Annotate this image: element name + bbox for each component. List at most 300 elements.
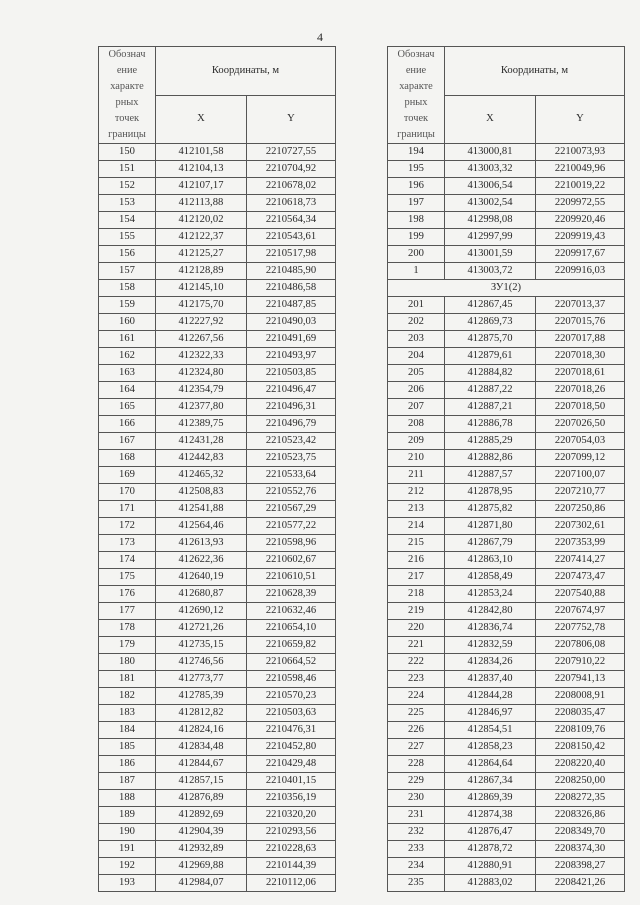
coord-y: 2208150,42 — [536, 739, 625, 756]
point-number: 170 — [99, 484, 156, 501]
coord-y: 2210496,79 — [247, 416, 336, 433]
coord-x: 412997,99 — [445, 229, 536, 246]
point-number: 173 — [99, 535, 156, 552]
coord-y: 2208421,26 — [536, 875, 625, 892]
table-row — [99, 756, 336, 773]
coord-x: 412844,28 — [445, 688, 536, 705]
table-row — [99, 399, 336, 416]
coord-x: 412875,82 — [445, 501, 536, 518]
table-row — [388, 450, 625, 467]
table-row — [99, 144, 336, 161]
coord-y: 2210564,34 — [247, 212, 336, 229]
table-row — [99, 552, 336, 569]
coord-y: 2210491,69 — [247, 331, 336, 348]
coord-y: 2207018,30 — [536, 348, 625, 365]
coord-y: 2210493,97 — [247, 348, 336, 365]
point-number: 178 — [99, 620, 156, 637]
header-y: Y — [536, 95, 625, 144]
left-table-body — [99, 144, 336, 892]
coord-x: 412175,70 — [156, 297, 247, 314]
point-number: 181 — [99, 671, 156, 688]
table-row — [388, 382, 625, 399]
coord-x: 412354,79 — [156, 382, 247, 399]
table-row — [99, 535, 336, 552]
point-number: 182 — [99, 688, 156, 705]
coord-x: 412876,47 — [445, 824, 536, 841]
coord-y: 2210293,56 — [247, 824, 336, 841]
point-number: 180 — [99, 654, 156, 671]
coord-y: 2208398,27 — [536, 858, 625, 875]
coord-y: 2210503,63 — [247, 705, 336, 722]
table-row — [388, 569, 625, 586]
point-number: 174 — [99, 552, 156, 569]
coord-y: 2210112,06 — [247, 875, 336, 892]
coord-y: 2210727,55 — [247, 144, 336, 161]
coordinates-table-right — [387, 46, 625, 892]
table-row — [99, 518, 336, 535]
point-number: 222 — [388, 654, 445, 671]
coord-x: 412904,39 — [156, 824, 247, 841]
coord-x: 412431,28 — [156, 433, 247, 450]
coord-y: 2210567,29 — [247, 501, 336, 518]
point-number: 218 — [388, 586, 445, 603]
table-row — [388, 824, 625, 841]
table-row — [99, 246, 336, 263]
coord-x: 412869,73 — [445, 314, 536, 331]
coord-y: 2210543,61 — [247, 229, 336, 246]
coord-x: 412613,93 — [156, 535, 247, 552]
header-x: X — [445, 95, 536, 144]
point-number: 200 — [388, 246, 445, 263]
table-row — [99, 773, 336, 790]
point-number: 152 — [99, 178, 156, 195]
coord-x: 412984,07 — [156, 875, 247, 892]
table-row — [99, 229, 336, 246]
table-row — [388, 586, 625, 603]
table-row — [99, 365, 336, 382]
coord-x: 412145,10 — [156, 280, 247, 297]
coord-x: 412892,69 — [156, 807, 247, 824]
coord-x: 412113,88 — [156, 195, 247, 212]
table-row — [388, 722, 625, 739]
coord-y: 2210654,10 — [247, 620, 336, 637]
coord-y: 2210144,39 — [247, 858, 336, 875]
coord-x: 412128,89 — [156, 263, 247, 280]
coord-y: 2208008,91 — [536, 688, 625, 705]
point-number: 196 — [388, 178, 445, 195]
coord-x: 412508,83 — [156, 484, 247, 501]
coord-y: 2207099,12 — [536, 450, 625, 467]
table-row — [99, 824, 336, 841]
header-coordinates: Координаты, м — [156, 47, 336, 96]
table-row — [388, 433, 625, 450]
point-number: 160 — [99, 314, 156, 331]
coord-y: 2208374,30 — [536, 841, 625, 858]
coord-y: 2207540,88 — [536, 586, 625, 603]
section-label: ЗУ1(2) — [388, 280, 625, 297]
point-number: 165 — [99, 399, 156, 416]
point-number: 192 — [99, 858, 156, 875]
coord-y: 2208035,47 — [536, 705, 625, 722]
coord-x: 413001,59 — [445, 246, 536, 263]
point-number: 156 — [99, 246, 156, 263]
coord-y: 2210577,22 — [247, 518, 336, 535]
coord-x: 412887,57 — [445, 467, 536, 484]
table-row — [388, 246, 625, 263]
table-row — [388, 212, 625, 229]
point-number: 213 — [388, 501, 445, 518]
table-row — [99, 603, 336, 620]
coord-y: 2207015,76 — [536, 314, 625, 331]
coord-x: 412869,39 — [445, 790, 536, 807]
coord-x: 412564,46 — [156, 518, 247, 535]
point-number: 219 — [388, 603, 445, 620]
table-row — [99, 688, 336, 705]
point-number: 169 — [99, 467, 156, 484]
coord-y: 2207674,97 — [536, 603, 625, 620]
coord-y: 2210429,48 — [247, 756, 336, 773]
table-row — [388, 688, 625, 705]
coord-y: 2210496,31 — [247, 399, 336, 416]
point-number: 216 — [388, 552, 445, 569]
point-number: 187 — [99, 773, 156, 790]
table-row — [99, 637, 336, 654]
coord-x: 412878,72 — [445, 841, 536, 858]
table-row — [388, 671, 625, 688]
coord-x: 412465,32 — [156, 467, 247, 484]
point-number: 221 — [388, 637, 445, 654]
coord-x: 412880,91 — [445, 858, 536, 875]
point-number: 193 — [99, 875, 156, 892]
coord-y: 2207018,50 — [536, 399, 625, 416]
table-row — [388, 178, 625, 195]
coord-x: 412834,48 — [156, 739, 247, 756]
table-row — [388, 535, 625, 552]
table-row — [99, 620, 336, 637]
coord-y: 2209972,55 — [536, 195, 625, 212]
table-row — [388, 790, 625, 807]
coord-y: 2209919,43 — [536, 229, 625, 246]
point-number: 190 — [99, 824, 156, 841]
coord-y: 2210598,46 — [247, 671, 336, 688]
coord-x: 413003,32 — [445, 161, 536, 178]
coord-x: 412680,87 — [156, 586, 247, 603]
point-number: 154 — [99, 212, 156, 229]
table-row — [99, 263, 336, 280]
point-number: 230 — [388, 790, 445, 807]
coord-x: 412858,49 — [445, 569, 536, 586]
coord-x: 412832,59 — [445, 637, 536, 654]
coord-y: 2210452,80 — [247, 739, 336, 756]
table-row — [388, 484, 625, 501]
table-row — [99, 280, 336, 297]
coord-x: 412773,77 — [156, 671, 247, 688]
coord-y: 2210552,76 — [247, 484, 336, 501]
point-number: 210 — [388, 450, 445, 467]
table-row — [99, 722, 336, 739]
table-row — [388, 467, 625, 484]
coord-y: 2210485,90 — [247, 263, 336, 280]
coord-y: 2210610,51 — [247, 569, 336, 586]
coord-y: 2210073,93 — [536, 144, 625, 161]
point-number: 204 — [388, 348, 445, 365]
coord-y: 2210049,96 — [536, 161, 625, 178]
table-row — [388, 229, 625, 246]
point-number: 215 — [388, 535, 445, 552]
table-row — [99, 484, 336, 501]
coord-y: 2210476,31 — [247, 722, 336, 739]
right-table-body-after — [388, 297, 625, 892]
point-number: 205 — [388, 365, 445, 382]
coord-y: 2210496,47 — [247, 382, 336, 399]
table-row — [99, 416, 336, 433]
header-x: X — [156, 95, 247, 144]
table-row — [388, 705, 625, 722]
table-row — [99, 875, 336, 892]
coord-x: 412837,40 — [445, 671, 536, 688]
table-row — [388, 365, 625, 382]
right-table-body-before — [388, 144, 625, 280]
coord-y: 2207018,61 — [536, 365, 625, 382]
coord-x: 413003,72 — [445, 263, 536, 280]
coord-y: 2210678,02 — [247, 178, 336, 195]
table-row — [99, 569, 336, 586]
point-number: 223 — [388, 671, 445, 688]
coord-y: 2210602,67 — [247, 552, 336, 569]
point-number: 199 — [388, 229, 445, 246]
coord-x: 412842,80 — [445, 603, 536, 620]
table-row — [99, 314, 336, 331]
coord-x: 412746,56 — [156, 654, 247, 671]
table-row — [388, 331, 625, 348]
coord-y: 2207017,88 — [536, 331, 625, 348]
coord-x: 412854,51 — [445, 722, 536, 739]
coord-y: 2207910,22 — [536, 654, 625, 671]
coord-x: 412812,82 — [156, 705, 247, 722]
header-y: Y — [247, 95, 336, 144]
table-row — [99, 331, 336, 348]
coord-x: 412886,78 — [445, 416, 536, 433]
table-row — [388, 518, 625, 535]
table-row — [388, 654, 625, 671]
coord-y: 2209920,46 — [536, 212, 625, 229]
coord-x: 412834,26 — [445, 654, 536, 671]
point-number: 220 — [388, 620, 445, 637]
coord-y: 2210517,98 — [247, 246, 336, 263]
table-row — [388, 807, 625, 824]
coord-x: 412887,22 — [445, 382, 536, 399]
table-row — [99, 654, 336, 671]
point-number: 228 — [388, 756, 445, 773]
point-number: 172 — [99, 518, 156, 535]
table-row — [388, 297, 625, 314]
coord-x: 412857,15 — [156, 773, 247, 790]
coord-x: 412442,83 — [156, 450, 247, 467]
point-number: 212 — [388, 484, 445, 501]
coord-y: 2207026,50 — [536, 416, 625, 433]
point-number: 168 — [99, 450, 156, 467]
coord-x: 412267,56 — [156, 331, 247, 348]
coord-y: 2210618,73 — [247, 195, 336, 212]
point-number: 184 — [99, 722, 156, 739]
coord-x: 412721,26 — [156, 620, 247, 637]
table-row — [99, 467, 336, 484]
point-number: 234 — [388, 858, 445, 875]
point-number: 166 — [99, 416, 156, 433]
header-coordinates: Координаты, м — [445, 47, 625, 96]
coord-x: 412785,39 — [156, 688, 247, 705]
point-number: 158 — [99, 280, 156, 297]
point-number: 161 — [99, 331, 156, 348]
table-row — [99, 433, 336, 450]
point-number: 226 — [388, 722, 445, 739]
coord-y: 2207018,26 — [536, 382, 625, 399]
point-number: 188 — [99, 790, 156, 807]
table-row — [388, 161, 625, 178]
point-number: 179 — [99, 637, 156, 654]
table-row — [99, 382, 336, 399]
point-number: 203 — [388, 331, 445, 348]
table-row — [388, 620, 625, 637]
table-row — [388, 263, 625, 280]
table-row — [99, 161, 336, 178]
coord-y: 2207353,99 — [536, 535, 625, 552]
coord-y: 2208220,40 — [536, 756, 625, 773]
table-row — [388, 399, 625, 416]
coord-x: 413002,54 — [445, 195, 536, 212]
point-number: 195 — [388, 161, 445, 178]
point-number: 171 — [99, 501, 156, 518]
coord-y: 2207414,27 — [536, 552, 625, 569]
coord-x: 412101,58 — [156, 144, 247, 161]
coord-y: 2210490,03 — [247, 314, 336, 331]
point-number: 186 — [99, 756, 156, 773]
coord-y: 2210523,42 — [247, 433, 336, 450]
coord-y: 2207210,77 — [536, 484, 625, 501]
table-row — [99, 212, 336, 229]
point-number: 164 — [99, 382, 156, 399]
coord-x: 412858,23 — [445, 739, 536, 756]
coord-y: 2210503,85 — [247, 365, 336, 382]
point-number: 150 — [99, 144, 156, 161]
table-row — [388, 144, 625, 161]
point-number: 175 — [99, 569, 156, 586]
point-number: 191 — [99, 841, 156, 858]
coord-x: 412853,24 — [445, 586, 536, 603]
coord-y: 2210486,58 — [247, 280, 336, 297]
point-number: 227 — [388, 739, 445, 756]
point-number: 217 — [388, 569, 445, 586]
coord-x: 412998,08 — [445, 212, 536, 229]
coord-x: 412932,89 — [156, 841, 247, 858]
point-number: 194 — [388, 144, 445, 161]
point-number: 153 — [99, 195, 156, 212]
point-number: 167 — [99, 433, 156, 450]
table-row — [388, 875, 625, 892]
coord-y: 2208326,86 — [536, 807, 625, 824]
point-number: 1 — [388, 263, 445, 280]
coord-y: 2210598,96 — [247, 535, 336, 552]
point-number: 176 — [99, 586, 156, 603]
coord-x: 412885,29 — [445, 433, 536, 450]
coord-x: 412104,13 — [156, 161, 247, 178]
coord-y: 2210487,85 — [247, 297, 336, 314]
coord-y: 2210019,22 — [536, 178, 625, 195]
header-point-label: Обознач ение характе рных точек границы — [388, 47, 445, 144]
coord-y: 2208109,76 — [536, 722, 625, 739]
point-number: 201 — [388, 297, 445, 314]
point-number: 185 — [99, 739, 156, 756]
point-number: 209 — [388, 433, 445, 450]
table-row — [388, 195, 625, 212]
point-number: 155 — [99, 229, 156, 246]
point-number: 151 — [99, 161, 156, 178]
coord-y: 2210401,15 — [247, 773, 336, 790]
point-number: 159 — [99, 297, 156, 314]
coord-y: 2208349,70 — [536, 824, 625, 841]
table-row — [99, 501, 336, 518]
table-row — [388, 314, 625, 331]
table-row — [99, 739, 336, 756]
coord-x: 412878,95 — [445, 484, 536, 501]
coord-y: 2210632,46 — [247, 603, 336, 620]
table-row — [388, 773, 625, 790]
coord-y: 2210659,82 — [247, 637, 336, 654]
coord-x: 412882,86 — [445, 450, 536, 467]
coord-x: 412846,97 — [445, 705, 536, 722]
table-row — [388, 348, 625, 365]
table-row — [388, 756, 625, 773]
table-row — [99, 348, 336, 365]
coord-x: 412122,37 — [156, 229, 247, 246]
coord-x: 412875,70 — [445, 331, 536, 348]
coord-x: 412640,19 — [156, 569, 247, 586]
coord-x: 412324,80 — [156, 365, 247, 382]
coord-x: 412863,10 — [445, 552, 536, 569]
table-row — [99, 450, 336, 467]
coord-y: 2209917,67 — [536, 246, 625, 263]
coord-x: 412622,36 — [156, 552, 247, 569]
coord-x: 412389,75 — [156, 416, 247, 433]
coord-y: 2210356,19 — [247, 790, 336, 807]
point-number: 208 — [388, 416, 445, 433]
table-row — [99, 297, 336, 314]
coord-x: 412867,79 — [445, 535, 536, 552]
table-row — [99, 858, 336, 875]
coord-y: 2207473,47 — [536, 569, 625, 586]
table-row — [99, 841, 336, 858]
coord-x: 412377,80 — [156, 399, 247, 416]
point-number: 163 — [99, 365, 156, 382]
coord-y: 2207100,07 — [536, 467, 625, 484]
coord-x: 412541,88 — [156, 501, 247, 518]
coord-x: 412690,12 — [156, 603, 247, 620]
coord-y: 2210523,75 — [247, 450, 336, 467]
coord-x: 412969,88 — [156, 858, 247, 875]
coord-x: 412227,92 — [156, 314, 247, 331]
table-row — [388, 552, 625, 569]
coord-y: 2210570,23 — [247, 688, 336, 705]
coord-x: 413000,81 — [445, 144, 536, 161]
coord-x: 412322,33 — [156, 348, 247, 365]
table-row — [388, 739, 625, 756]
table-row — [388, 858, 625, 875]
point-number: 162 — [99, 348, 156, 365]
section-row — [388, 280, 625, 297]
coord-x: 412107,17 — [156, 178, 247, 195]
point-number: 225 — [388, 705, 445, 722]
coord-x: 412125,27 — [156, 246, 247, 263]
